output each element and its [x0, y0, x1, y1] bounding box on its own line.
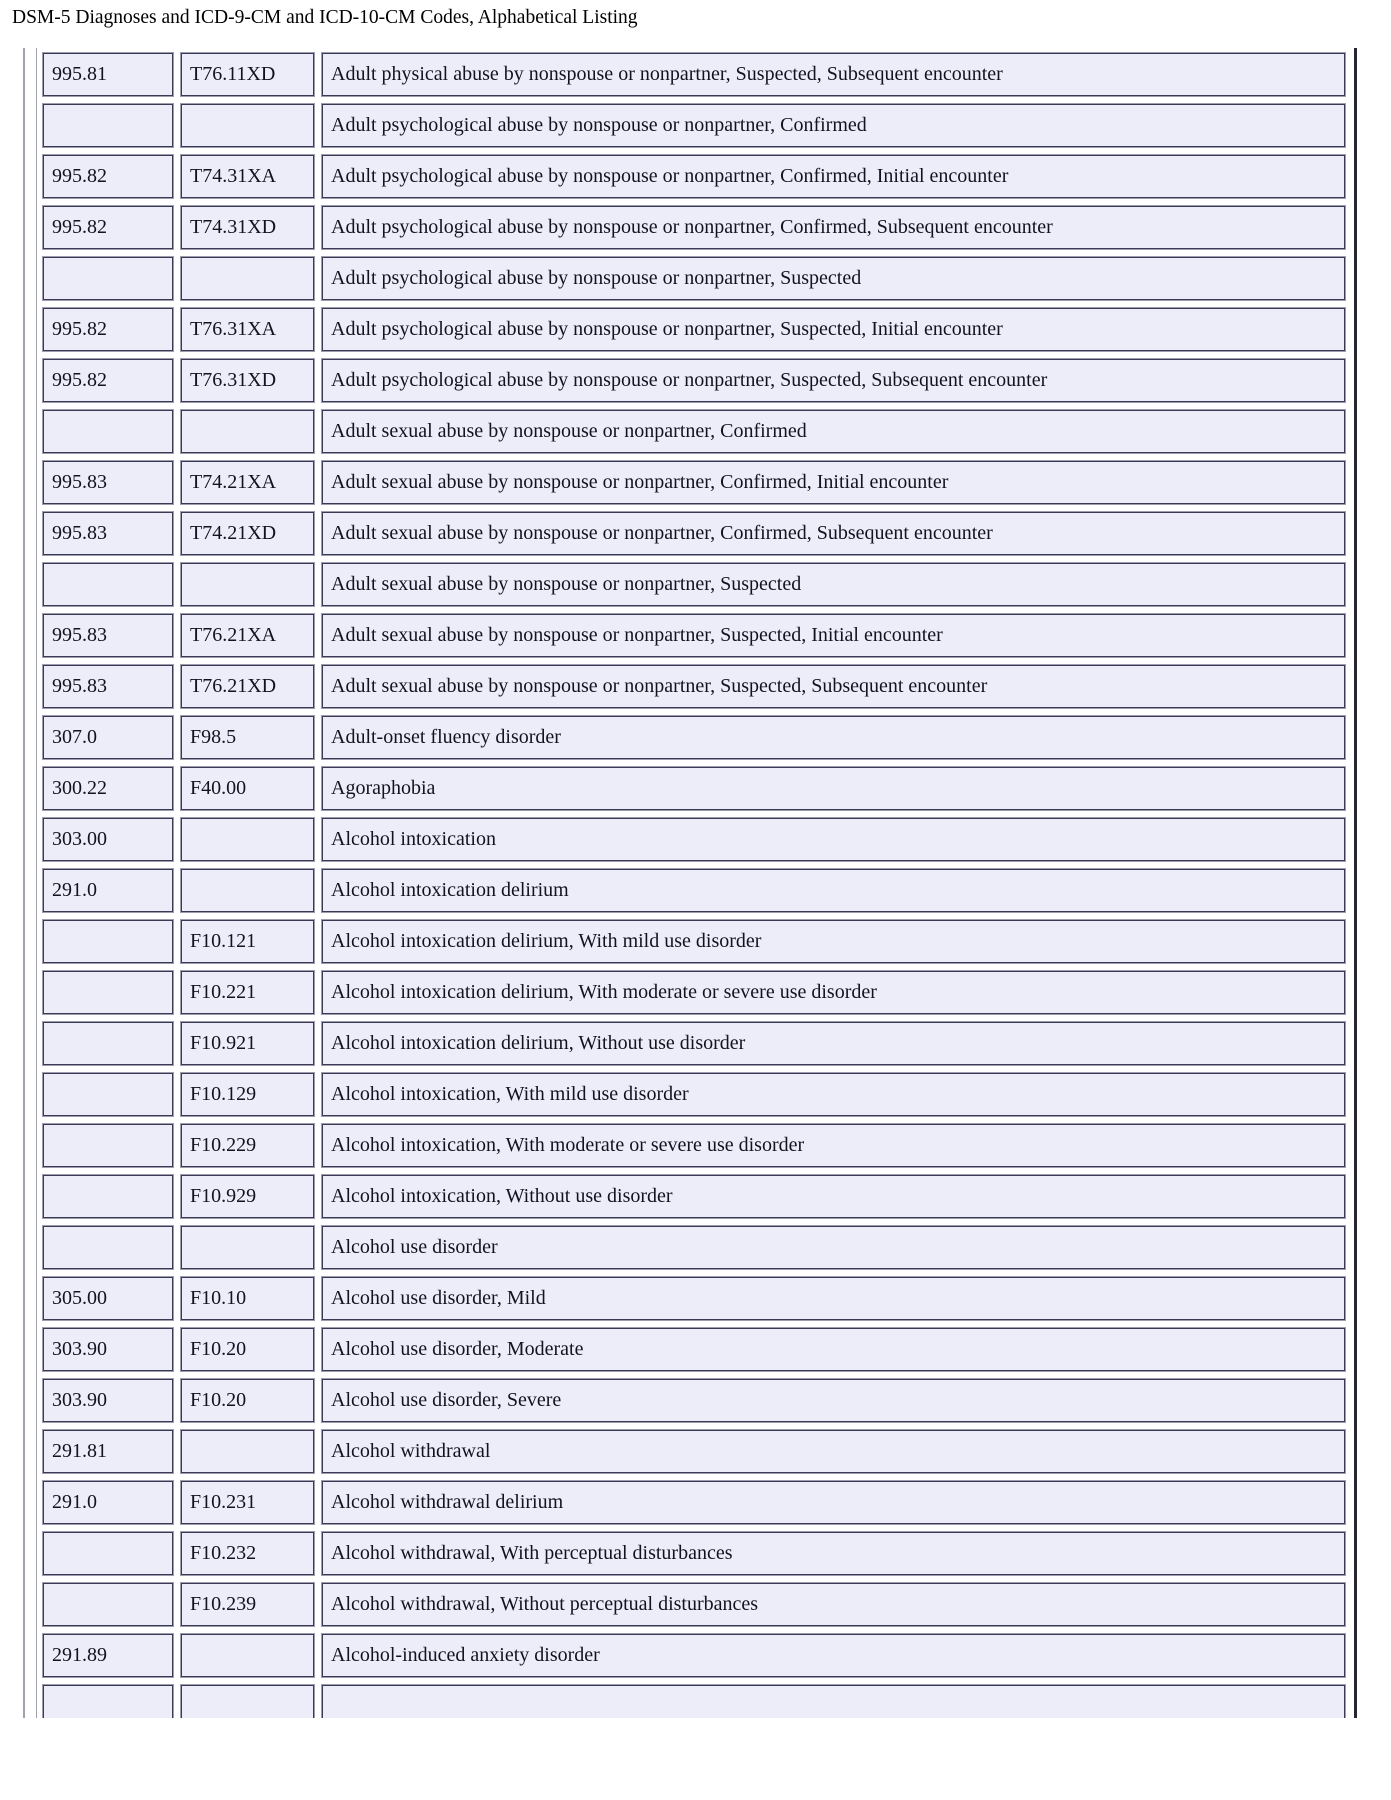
- diagnosis-description-cell: Alcohol intoxication, Without use disorder: [321, 1174, 1346, 1219]
- diagnosis-description-cell: Alcohol withdrawal delirium: [321, 1480, 1346, 1525]
- icd10-code-cell: [180, 562, 315, 607]
- icd9-code-cell: [42, 919, 174, 964]
- icd10-code-cell: F40.00: [180, 766, 315, 811]
- icd9-code-cell: 303.90: [42, 1378, 174, 1423]
- icd10-code-cell: T76.11XD: [180, 52, 315, 97]
- table-row: [42, 409, 1346, 454]
- icd9-code-cell: 291.0: [42, 868, 174, 913]
- icd10-code-cell: [180, 1633, 315, 1678]
- table-row: [42, 1582, 1346, 1627]
- table-row: [42, 1633, 1346, 1678]
- diagnosis-description-cell: Alcohol use disorder: [321, 1225, 1346, 1270]
- diagnosis-description-cell: Adult psychological abuse by nonspouse or nonpartner, Suspected: [321, 256, 1346, 301]
- diagnosis-description-cell: [321, 1684, 1346, 1718]
- icd10-code-cell: [180, 1429, 315, 1474]
- icd9-code-cell: [42, 1531, 174, 1576]
- diagnosis-description-cell: Adult psychological abuse by nonspouse or nonpartner, Suspected, Initial encounter: [321, 307, 1346, 352]
- table-row: [42, 868, 1346, 913]
- icd9-code-cell: [42, 1582, 174, 1627]
- icd9-code-cell: 305.00: [42, 1276, 174, 1321]
- table-row: [42, 103, 1346, 148]
- icd10-code-cell: T76.21XD: [180, 664, 315, 709]
- icd10-code-cell: T74.21XD: [180, 511, 315, 556]
- diagnosis-description-cell: Alcohol withdrawal: [321, 1429, 1346, 1474]
- icd10-code-cell: T74.31XD: [180, 205, 315, 250]
- table-row: [42, 358, 1346, 403]
- diagnosis-description-cell: Alcohol intoxication delirium: [321, 868, 1346, 913]
- icd9-code-cell: [42, 409, 174, 454]
- icd10-code-cell: [180, 256, 315, 301]
- icd10-code-cell: T74.31XA: [180, 154, 315, 199]
- icd10-code-cell: F10.239: [180, 1582, 315, 1627]
- table-row: [42, 460, 1346, 505]
- icd10-code-cell: F10.20: [180, 1327, 315, 1372]
- icd9-code-cell: 995.83: [42, 664, 174, 709]
- diagnosis-description-cell: Adult psychological abuse by nonspouse or nonpartner, Suspected, Subsequent encounter: [321, 358, 1346, 403]
- table-row: [42, 1174, 1346, 1219]
- codes-table: [23, 48, 1357, 1718]
- diagnosis-description-cell: Alcohol intoxication delirium, Without use disorder: [321, 1021, 1346, 1066]
- diagnosis-description-cell: Alcohol withdrawal, With perceptual disturbances: [321, 1531, 1346, 1576]
- diagnosis-description-cell: Alcohol-induced anxiety disorder: [321, 1633, 1346, 1678]
- diagnosis-description-cell: Alcohol intoxication, With moderate or severe use disorder: [321, 1123, 1346, 1168]
- icd10-code-cell: F10.20: [180, 1378, 315, 1423]
- table-row: [42, 307, 1346, 352]
- diagnosis-description-cell: Alcohol intoxication: [321, 817, 1346, 862]
- table-outer-right-border: [1354, 48, 1357, 1718]
- icd9-code-cell: 291.81: [42, 1429, 174, 1474]
- diagnosis-description-cell: Alcohol withdrawal, Without perceptual disturbances: [321, 1582, 1346, 1627]
- table-row: [42, 664, 1346, 709]
- icd9-code-cell: [42, 970, 174, 1015]
- table-row: [42, 1378, 1346, 1423]
- icd9-code-cell: 995.83: [42, 460, 174, 505]
- icd10-code-cell: F10.10: [180, 1276, 315, 1321]
- icd10-code-cell: F10.221: [180, 970, 315, 1015]
- icd9-code-cell: [42, 1072, 174, 1117]
- icd10-code-cell: [180, 1225, 315, 1270]
- icd10-code-cell: T76.31XD: [180, 358, 315, 403]
- icd9-code-cell: 291.89: [42, 1633, 174, 1678]
- table-row: [42, 154, 1346, 199]
- icd9-code-cell: 995.82: [42, 358, 174, 403]
- icd10-code-cell: F98.5: [180, 715, 315, 760]
- icd10-code-cell: [180, 1684, 315, 1718]
- table-row: [42, 256, 1346, 301]
- table-row: [42, 715, 1346, 760]
- table-row: [42, 817, 1346, 862]
- icd9-code-cell: [42, 103, 174, 148]
- icd10-code-cell: [180, 817, 315, 862]
- diagnosis-description-cell: Alcohol use disorder, Moderate: [321, 1327, 1346, 1372]
- icd10-code-cell: [180, 409, 315, 454]
- icd9-code-cell: 303.90: [42, 1327, 174, 1372]
- icd9-code-cell: 995.83: [42, 613, 174, 658]
- diagnosis-description-cell: Alcohol intoxication delirium, With moderate or severe use disorder: [321, 970, 1346, 1015]
- icd9-code-cell: 995.83: [42, 511, 174, 556]
- icd9-code-cell: 300.22: [42, 766, 174, 811]
- code-table-rows: [42, 52, 1346, 1718]
- icd9-code-cell: 995.81: [42, 52, 174, 97]
- diagnosis-description-cell: Adult sexual abuse by nonspouse or nonpartner, Confirmed, Initial encounter: [321, 460, 1346, 505]
- icd10-code-cell: F10.231: [180, 1480, 315, 1525]
- icd10-code-cell: T74.21XA: [180, 460, 315, 505]
- diagnosis-description-cell: Adult psychological abuse by nonspouse or nonpartner, Confirmed, Subsequent encounter: [321, 205, 1346, 250]
- table-row: [42, 613, 1346, 658]
- icd9-code-cell: 307.0: [42, 715, 174, 760]
- diagnosis-description-cell: Alcohol intoxication, With mild use disorder: [321, 1072, 1346, 1117]
- table-row: [42, 766, 1346, 811]
- table-outer-left-border: [23, 48, 25, 1718]
- diagnosis-description-cell: Agoraphobia: [321, 766, 1346, 811]
- diagnosis-description-cell: Adult psychological abuse by nonspouse or nonpartner, Confirmed, Initial encounter: [321, 154, 1346, 199]
- table-row: [42, 970, 1346, 1015]
- icd10-code-cell: T76.31XA: [180, 307, 315, 352]
- icd9-code-cell: 291.0: [42, 1480, 174, 1525]
- table-row: [42, 1123, 1346, 1168]
- icd9-code-cell: [42, 1684, 174, 1718]
- diagnosis-description-cell: Adult-onset fluency disorder: [321, 715, 1346, 760]
- table-row: [42, 1531, 1346, 1576]
- diagnosis-description-cell: Adult sexual abuse by nonspouse or nonpartner, Suspected, Subsequent encounter: [321, 664, 1346, 709]
- icd10-code-cell: F10.921: [180, 1021, 315, 1066]
- table-row: [42, 1684, 1346, 1718]
- diagnosis-description-cell: Adult physical abuse by nonspouse or nonpartner, Suspected, Subsequent encounter: [321, 52, 1346, 97]
- table-row: [42, 511, 1346, 556]
- icd10-code-cell: F10.232: [180, 1531, 315, 1576]
- icd10-code-cell: F10.929: [180, 1174, 315, 1219]
- icd9-code-cell: 995.82: [42, 205, 174, 250]
- icd9-code-cell: [42, 1123, 174, 1168]
- icd10-code-cell: F10.229: [180, 1123, 315, 1168]
- table-row: [42, 1072, 1346, 1117]
- icd9-code-cell: [42, 1174, 174, 1219]
- diagnosis-description-cell: Adult sexual abuse by nonspouse or nonpartner, Suspected, Initial encounter: [321, 613, 1346, 658]
- table-row: [42, 1429, 1346, 1474]
- icd10-code-cell: [180, 868, 315, 913]
- icd10-code-cell: T76.21XA: [180, 613, 315, 658]
- icd10-code-cell: F10.121: [180, 919, 315, 964]
- diagnosis-description-cell: Alcohol use disorder, Mild: [321, 1276, 1346, 1321]
- table-row: [42, 1480, 1346, 1525]
- icd9-code-cell: [42, 562, 174, 607]
- table-row: [42, 1327, 1346, 1372]
- icd9-code-cell: 995.82: [42, 154, 174, 199]
- icd9-code-cell: [42, 1021, 174, 1066]
- table-row: [42, 52, 1346, 97]
- table-row: [42, 205, 1346, 250]
- diagnosis-description-cell: Adult psychological abuse by nonspouse or nonpartner, Confirmed: [321, 103, 1346, 148]
- table-row: [42, 1225, 1346, 1270]
- icd9-code-cell: 303.00: [42, 817, 174, 862]
- icd10-code-cell: F10.129: [180, 1072, 315, 1117]
- table-row: [42, 562, 1346, 607]
- icd10-code-cell: [180, 103, 315, 148]
- icd9-code-cell: [42, 1225, 174, 1270]
- diagnosis-description-cell: Alcohol intoxication delirium, With mild use disorder: [321, 919, 1346, 964]
- icd9-code-cell: [42, 256, 174, 301]
- table-inner-left-border: [36, 48, 37, 1718]
- diagnosis-description-cell: Adult sexual abuse by nonspouse or nonpartner, Confirmed: [321, 409, 1346, 454]
- table-row: [42, 1276, 1346, 1321]
- icd9-code-cell: 995.82: [42, 307, 174, 352]
- table-row: [42, 919, 1346, 964]
- table-row: [42, 1021, 1346, 1066]
- page-title: DSM-5 Diagnoses and ICD-9-CM and ICD-10-CM Codes, Alphabetical Listing: [12, 7, 638, 28]
- diagnosis-description-cell: Alcohol use disorder, Severe: [321, 1378, 1346, 1423]
- diagnosis-description-cell: Adult sexual abuse by nonspouse or nonpartner, Confirmed, Subsequent encounter: [321, 511, 1346, 556]
- diagnosis-description-cell: Adult sexual abuse by nonspouse or nonpartner, Suspected: [321, 562, 1346, 607]
